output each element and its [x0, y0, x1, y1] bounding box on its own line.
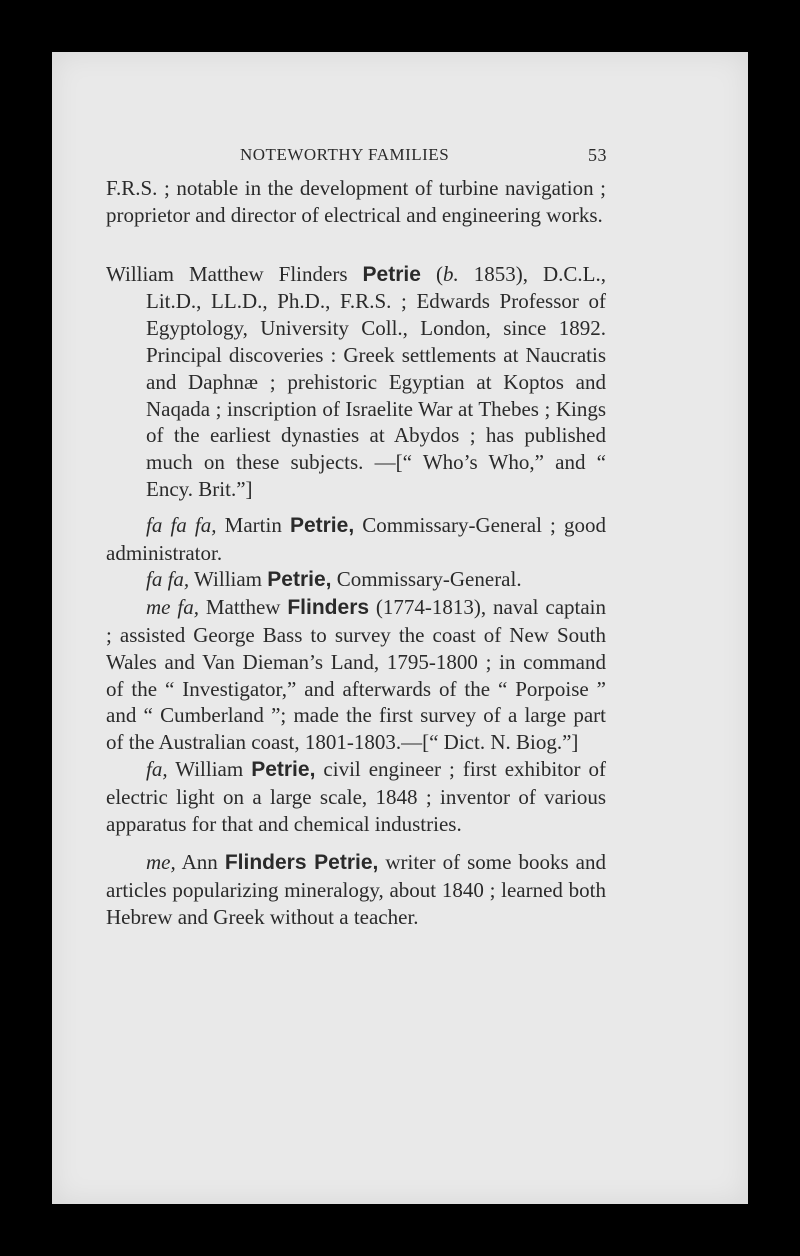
surname: Petrie: [362, 262, 421, 286]
surname: Flinders Petrie,: [224, 851, 379, 875]
entry-william-petrie-commissary: fa fa, William Petrie, Commissary-General.: [146, 567, 522, 592]
relation: me,: [146, 850, 176, 875]
surname: Petrie,: [251, 757, 316, 781]
relation: fa,: [146, 756, 168, 781]
book-page: [52, 52, 748, 1204]
entry-ann-flinders-petrie: me, Ann Flinders Petrie, writer of some books and articles popularizing mineralogy, about 1840 ; learned both Hebrew and Greek without a teacher.: [106, 850, 607, 929]
surname: Petrie,: [289, 513, 355, 537]
entry-continuation: F.R.S. ; notable in the development of turbine navigation ; proprietor and director of electrical and engineering works.: [106, 176, 606, 227]
entry-matthew-flinders: me fa, Matthew Flinders (1774-1813), naval captain ; assisted George Bass to survey the coast of New South Wales and Van Dieman’s Land, 1795-1800 ; in command of the “ Investigator,” and afterwards of the “ Porpoise ” and “ Cumberland ”; made the first survey of a large part of the Australian coast, 1801-1803.—[“ Dict. N. Biog.”]: [106, 595, 607, 755]
running-title: NOTEWORTHY FAMILIES: [240, 145, 450, 164]
entry-william-matthew-flinders-petrie: William Matthew Flinders Petrie (b. 1853), D.C.L., Lit.D., LL.D., Ph.D., F.R.S. ; Edwards Professor of Egyptology, University Coll., London, since 1892. Principal discoveries : Greek settlements at Naucratis and Daphnæ ; prehistoric Egyptian at Koptos and Naqada ; inscription of Israelite War at Thebes ; Kings of the earliest dynasties at Abydos ; has published much on these subjects. —[“ Who’s Who,” and “ Ency. Brit.”]: [106, 261, 606, 501]
page-body: [106, 175, 606, 931]
page-number: 53: [588, 145, 607, 165]
entry-william-petrie-engineer: fa, William Petrie, civil engineer ; first exhibitor of electric light on a large scale, 1848 ; inventor of various apparatus for that and chemical industries.: [106, 756, 607, 836]
entry-martin-petrie: fa fa fa, Martin Petrie, Commissary-General ; good administrator.: [106, 512, 607, 565]
surname: Flinders: [287, 596, 370, 620]
relation: me fa,: [146, 595, 199, 620]
relation: fa fa fa,: [146, 512, 217, 537]
surname: Petrie,: [267, 568, 332, 592]
relation: fa fa,: [146, 567, 190, 592]
running-header: [52, 145, 748, 169]
